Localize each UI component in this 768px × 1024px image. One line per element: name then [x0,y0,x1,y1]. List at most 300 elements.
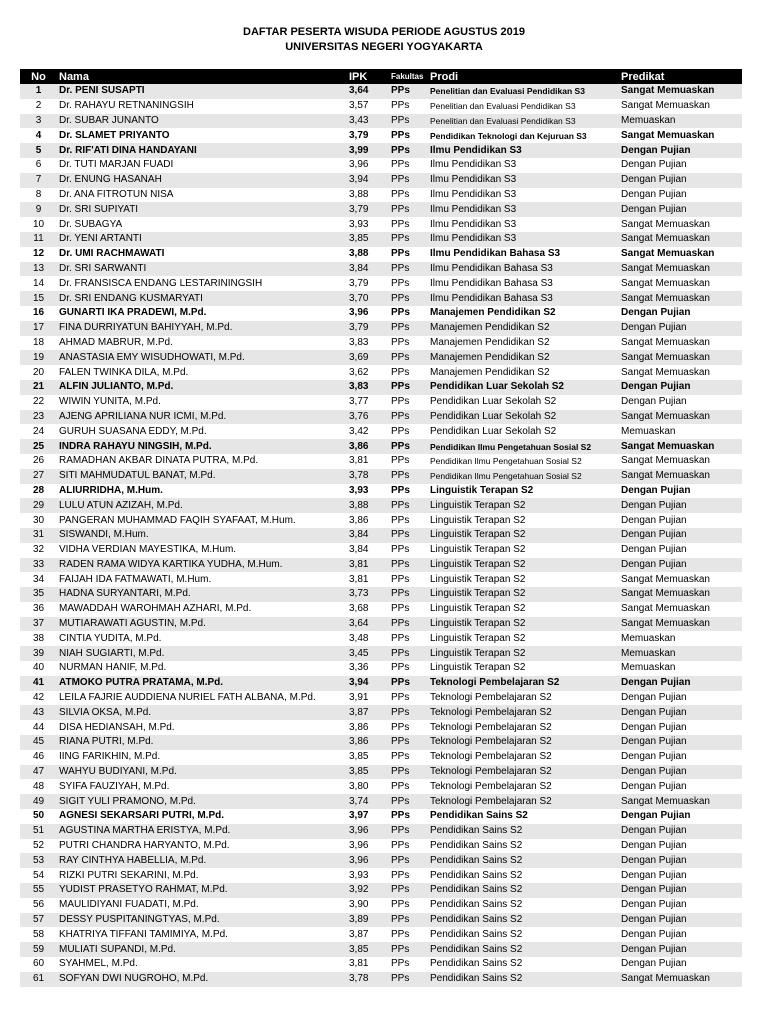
cell-predikat: Dengan Pujian [621,840,687,852]
cell-nama: Dr. UMI RACHMAWATI [59,248,165,260]
cell-nama: Dr. SRI ENDANG KUSMARYATI [57,291,347,306]
cell-no: 41 [20,676,57,691]
table-row [20,765,742,780]
cell-nama: PANGERAN MUHAMMAD FAQIH SYAFAAT, M.Hum. [59,514,296,526]
cell-fakultas: PPs [391,632,410,644]
cell-fakultas: PPs [389,794,428,809]
cell-no: 17 [20,321,57,336]
cell-prodi: Teknologi Pembelajaran S2 [428,765,619,780]
cell-no: 9 [20,202,57,217]
cell-prodi: Pendidikan Sains S2 [428,942,619,957]
cell-fakultas: PPs [391,307,410,319]
table-row [20,883,742,898]
cell-ipk: 3,64 [347,84,389,99]
cell-predikat: Sangat Memuaskan [619,410,742,425]
cell-ipk: 3,93 [349,484,369,496]
cell-prodi: Pendidikan Sains S2 [430,899,523,911]
cell-fakultas: PPs [391,159,410,171]
cell-nama: Dr. TUTI MARJAN FUADI [59,159,174,171]
cell-nama: GUNARTI IKA PRADEWI, M.Pd. [59,307,207,319]
cell-predikat: Memuaskan [619,646,742,661]
cell-fakultas: PPs [389,173,428,188]
cell-no: 8 [35,188,42,200]
cell-prodi: Manajemen Pendidikan S2 [430,307,556,319]
cell-nama: AHMAD MABRUR, M.Pd. [59,336,173,348]
cell-ipk: 3,97 [349,810,369,822]
cell-no: 49 [20,794,57,809]
cell-nama: ALIURRIDHA, M.Hum. [59,484,163,496]
cell-nama: GURUH SUASANA EDDY, M.Pd. [59,425,207,437]
cell-ipk: 3,84 [347,528,389,543]
cell-fakultas: PPs [389,321,428,336]
cell-fakultas: PPs [389,765,428,780]
cell-prodi: Teknologi Pembelajaran S2 [430,780,552,792]
cell-no: 55 [20,883,57,898]
cell-no: 6 [35,159,42,171]
cell-ipk: 3,48 [349,632,369,644]
cell-no: 26 [32,455,45,467]
cell-prodi: Ilmu Pendidikan S3 [428,232,619,247]
cell-prodi: Pendidikan Sains S2 [428,913,619,928]
cell-fakultas: PPs [389,202,428,217]
cell-no: 21 [20,380,57,395]
cell-nama: Dr. SLAMET PRIYANTO [59,129,170,141]
cell-predikat: Dengan Pujian [619,705,742,720]
cell-no: 34 [32,573,45,585]
cell-nama: Dr. SUBAR JUNANTO [57,114,347,129]
cell-fakultas: PPs [389,380,428,395]
cell-prodi: Teknologi Pembelajaran S2 [428,735,619,750]
cell-predikat: Sangat Memuaskan [621,336,710,348]
cell-prodi: Pendidikan Ilmu Pengetahuan Sosial S2 [428,469,619,484]
cell-ipk: 3,87 [349,928,369,940]
cell-ipk: 3,86 [349,514,369,526]
cell-prodi: Pendidikan Ilmu Pengetahuan Sosial S2 [430,456,582,467]
table-row [20,572,742,587]
cell-prodi: Manajemen Pendidikan S2 [430,336,550,348]
cell-no: 57 [20,913,57,928]
cell-fakultas: PPs [389,528,428,543]
cell-nama: MULIATI SUPANDI, M.Pd. [57,942,347,957]
cell-predikat: Sangat Memuaskan [619,972,742,987]
cell-predikat: Dengan Pujian [619,942,742,957]
document-subtitle: UNIVERSITAS NEGERI YOGYAKARTA [285,41,483,53]
table-row [20,898,742,913]
cell-no: 10 [32,218,45,230]
cell-prodi: Ilmu Pendidikan S3 [428,143,619,158]
cell-prodi: Ilmu Pendidikan Bahasa S3 [430,277,553,289]
cell-no: 40 [32,662,45,674]
cell-no: 19 [20,350,57,365]
cell-prodi: Pendidikan Ilmu Pengetahuan Sosial S2 [428,439,619,454]
cell-nama: RAMADHAN AKBAR DINATA PUTRA, M.Pd. [59,455,259,467]
table-row [20,336,742,351]
cell-fakultas: PPs [391,425,410,437]
table-row [20,913,742,928]
cell-nama: RADEN RAMA WIDYA KARTIKA YUDHA, M.Hum. [57,558,347,573]
table-row [20,558,742,573]
cell-nama: MAWADDAH WAROHMAH AZHARI, M.Pd. [59,603,252,615]
cell-prodi: Ilmu Pendidikan Bahasa S3 [428,262,619,277]
cell-no: 44 [32,721,45,733]
cell-fakultas: PPs [391,958,410,970]
cell-predikat: Sangat Memuaskan [619,262,742,277]
cell-ipk: 3,99 [347,143,389,158]
cell-ipk: 3,96 [347,853,389,868]
table-row [20,291,742,306]
table-row [20,602,742,617]
cell-ipk: 3,80 [349,780,369,792]
cell-ipk: 3,78 [347,469,389,484]
cell-fakultas: PPs [391,751,410,763]
cell-ipk: 3,83 [347,380,389,395]
cell-prodi: Ilmu Pendidikan S3 [430,218,517,230]
cell-fakultas: PPs [389,439,428,454]
cell-prodi: Manajemen Pendidikan S2 [428,350,619,365]
cell-prodi: Penelitian dan Evaluasi Pendidikan S3 [428,84,619,99]
cell-predikat: Dengan Pujian [619,883,742,898]
cell-prodi: Pendidikan Sains S2 [430,958,523,970]
cell-prodi: Pendidikan Luar Sekolah S2 [430,425,557,437]
cell-predikat: Dengan Pujian [621,484,691,496]
cell-prodi: Linguistik Terapan S2 [430,632,526,644]
cell-prodi: Penelitian dan Evaluasi Pendidikan S3 [428,114,619,129]
cell-nama: SOFYAN DWI NUGROHO, M.Pd. [57,972,347,987]
cell-predikat: Dengan Pujian [621,188,687,200]
cell-nama: LULU ATUN AZIZAH, M.Pd. [57,498,347,513]
cell-prodi: Manajemen Pendidikan S2 [428,321,619,336]
cell-fakultas: PPs [391,129,410,141]
cell-predikat: Sangat Memuaskan [621,100,710,112]
cell-prodi: Ilmu Pendidikan S3 [428,173,619,188]
cell-prodi: Ilmu Pendidikan Bahasa S3 [430,248,561,260]
cell-ipk: 3,78 [347,972,389,987]
cell-ipk: 3,69 [347,350,389,365]
cell-ipk: 3,81 [349,573,369,585]
table-row [20,276,742,291]
cell-no: 27 [20,469,57,484]
cell-nama: Dr. ANA FITROTUN NISA [59,188,174,200]
cell-fakultas: PPs [391,484,410,496]
cell-fakultas: PPs [391,514,410,526]
cell-nama: RIANA PUTRI, M.Pd. [57,735,347,750]
cell-ipk: 3,42 [349,425,369,437]
cell-fakultas: PPs [391,780,410,792]
table-row [20,188,742,203]
cell-nama: Dr. SRI SARWANTI [57,262,347,277]
cell-predikat: Dengan Pujian [619,321,742,336]
cell-no: 56 [32,899,45,911]
cell-no: 33 [20,558,57,573]
cell-prodi: Teknologi Pembelajaran S2 [430,751,552,763]
cell-predikat: Sangat Memuaskan [619,617,742,632]
cell-predikat: Dengan Pujian [621,751,687,763]
cell-fakultas: PPs [389,705,428,720]
cell-no: 60 [32,958,45,970]
cell-predikat: Sangat Memuaskan [621,366,710,378]
table-row [20,158,742,173]
cell-prodi: Teknologi Pembelajaran S2 [428,676,619,691]
cell-nama: DISA HEDIANSAH, M.Pd. [59,721,175,733]
cell-prodi: Pendidikan Sains S2 [430,810,528,822]
cell-predikat: Dengan Pujian [619,913,742,928]
cell-predikat: Sangat Memuaskan [619,794,742,809]
cell-nama: YUDIST PRASETYO RAHMAT, M.Pd. [57,883,347,898]
cell-ipk: 3,86 [347,439,389,454]
table-row [20,350,742,365]
cell-ipk: 3,92 [347,883,389,898]
cell-prodi: Pendidikan Sains S2 [428,883,619,898]
table-row [20,735,742,750]
cell-fakultas: PPs [389,291,428,306]
cell-ipk: 3,96 [349,840,369,852]
header-nama: Nama [57,69,347,84]
cell-prodi: Pendidikan Sains S2 [428,972,619,987]
cell-fakultas: PPs [389,913,428,928]
cell-prodi: Linguistik Terapan S2 [428,617,619,632]
cell-nama: FINA DURRIYATUN BAHIYYAH, M.Pd. [57,321,347,336]
cell-nama: Dr. FRANSISCA ENDANG LESTARININGSIH [59,277,263,289]
cell-ipk: 3,85 [347,942,389,957]
cell-ipk: 3,85 [347,232,389,247]
header-ipk: IPK [347,69,389,84]
table-row [20,957,742,972]
cell-no: 16 [32,307,45,319]
cell-fakultas: PPs [391,218,410,230]
cell-fakultas: PPs [389,883,428,898]
cell-predikat: Dengan Pujian [621,544,687,556]
cell-nama: SYIFA FAUZIYAH, M.Pd. [59,780,170,792]
table-row [20,439,742,454]
cell-nama: KHATRIYA TIFFANI TAMIMIYA, M.Pd. [59,928,228,940]
cell-nama: SIGIT YULI PRAMONO, M.Pd. [57,794,347,809]
table-row [20,84,742,99]
table-row [20,232,742,247]
table-row [20,484,742,499]
cell-predikat: Dengan Pujian [619,853,742,868]
table-row [20,306,742,321]
cell-predikat: Dengan Pujian [619,558,742,573]
cell-ipk: 3,70 [347,291,389,306]
cell-predikat: Sangat Memuaskan [621,573,710,585]
cell-fakultas: PPs [389,676,428,691]
cell-no: 54 [32,869,45,881]
cell-no: 12 [32,248,45,260]
table-row [20,365,742,380]
cell-fakultas: PPs [391,899,410,911]
cell-nama: NIAH SUGIARTI, M.Pd. [57,646,347,661]
cell-nama: AGNESI SEKARSARI PUTRI, M.Pd. [59,810,225,822]
cell-prodi: Ilmu Pendidikan S3 [428,202,619,217]
table-row [20,720,742,735]
cell-prodi: Ilmu Pendidikan S3 [430,159,517,171]
cell-predikat: Sangat Memuaskan [619,587,742,602]
cell-ipk: 3,87 [347,705,389,720]
table-row [20,454,742,469]
table-row [20,128,742,143]
cell-predikat: Sangat Memuaskan [621,248,715,260]
cell-prodi: Teknologi Pembelajaran S2 [430,721,552,733]
table-row [20,661,742,676]
cell-predikat: Dengan Pujian [619,735,742,750]
cell-no: 29 [20,498,57,513]
cell-nama: CINTIA YUDITA, M.Pd. [59,632,162,644]
cell-nama: DESSY PUSPITANINGTYAS, M.Pd. [57,913,347,928]
cell-prodi: Linguistik Terapan S2 [430,603,526,615]
cell-no: 25 [20,439,57,454]
cell-nama: INDRA RAHAYU NINGSIH, M.Pd. [57,439,347,454]
cell-predikat: Dengan Pujian [621,514,687,526]
cell-ipk: 3,89 [347,913,389,928]
cell-prodi: Pendidikan Luar Sekolah S2 [430,396,557,408]
cell-fakultas: PPs [391,544,410,556]
cell-nama: LEILA FAJRIE AUDDIENA NURIEL FATH ALBANA, M.Pd. [59,692,316,704]
table-row [20,114,742,129]
cell-ipk: 3,86 [347,735,389,750]
cell-ipk: 3,64 [347,617,389,632]
header-prodi: Prodi [428,69,619,84]
cell-predikat: Dengan Pujian [621,396,687,408]
cell-ipk: 3,62 [349,366,369,378]
cell-prodi: Linguistik Terapan S2 [430,514,526,526]
cell-fakultas: PPs [391,455,410,467]
cell-no: 5 [20,143,57,158]
cell-ipk: 3,74 [347,794,389,809]
table-row [20,824,742,839]
table-row [20,217,742,232]
cell-no: 7 [20,173,57,188]
cell-prodi: Penelitian dan Evaluasi Pendidikan S3 [430,101,576,112]
table-row [20,691,742,706]
cell-nama: ATMOKO PUTRA PRATAMA, M.Pd. [57,676,347,691]
cell-prodi: Pendidikan Sains S2 [430,869,523,881]
cell-nama: HADNA SURYANTARI, M.Pd. [57,587,347,602]
cell-ipk: 3,91 [349,692,369,704]
cell-fakultas: PPs [391,928,410,940]
cell-prodi: Linguistik Terapan S2 [430,544,526,556]
cell-prodi: Linguistik Terapan S2 [430,484,534,496]
table-row [20,513,742,528]
cell-nama: SYAHMEL, M.Pd. [59,958,138,970]
table-row [20,99,742,114]
table-row [20,705,742,720]
cell-no: 42 [32,692,45,704]
cell-fakultas: PPs [389,469,428,484]
cell-predikat: Dengan Pujian [619,202,742,217]
cell-ipk: 3,94 [347,173,389,188]
cell-predikat: Sangat Memuaskan [619,439,742,454]
header-predikat: Predikat [619,69,742,84]
graduates-table [20,69,742,987]
cell-predikat: Dengan Pujian [619,528,742,543]
cell-predikat: Dengan Pujian [621,928,687,940]
cell-nama: RAY CINTHYA HABELLIA, M.Pd. [57,853,347,868]
cell-predikat: Dengan Pujian [619,143,742,158]
cell-ipk: 3,77 [349,396,369,408]
cell-fakultas: PPs [389,84,428,99]
table-row [20,794,742,809]
cell-ipk: 3,79 [347,321,389,336]
cell-prodi: Linguistik Terapan S2 [428,587,619,602]
cell-ipk: 3,73 [347,587,389,602]
cell-nama: FAIJAH IDA FATMAWATI, M.Hum. [59,573,212,585]
cell-no: 2 [35,100,42,112]
cell-predikat: Memuaskan [621,662,676,674]
cell-prodi: Linguistik Terapan S2 [430,662,526,674]
cell-ipk: 3,88 [349,188,369,200]
cell-predikat: Dengan Pujian [621,869,687,881]
cell-prodi: Teknologi Pembelajaran S2 [430,692,552,704]
cell-fakultas: PPs [389,942,428,957]
cell-nama: MUTIARAWATI AGUSTIN, M.Pd. [57,617,347,632]
table-row [20,202,742,217]
cell-no: 1 [20,84,57,99]
cell-prodi: Ilmu Pendidikan S3 [430,188,517,200]
cell-fakultas: PPs [391,692,410,704]
cell-fakultas: PPs [389,558,428,573]
cell-fakultas: PPs [391,662,410,674]
cell-fakultas: PPs [391,840,410,852]
table-row [20,972,742,987]
cell-predikat: Dengan Pujian [619,498,742,513]
cell-no: 28 [32,484,45,496]
cell-no: 13 [20,262,57,277]
cell-ipk: 3,88 [349,248,369,260]
cell-fakultas: PPs [389,498,428,513]
table-row [20,469,742,484]
cell-no: 46 [32,751,45,763]
cell-prodi: Pendidikan Sains S2 [430,928,523,940]
cell-ipk: 3,96 [349,307,369,319]
cell-no: 53 [20,853,57,868]
cell-no: 31 [20,528,57,543]
cell-no: 3 [20,114,57,129]
cell-no: 51 [20,824,57,839]
cell-nama: IING FARIKHIN, M.Pd. [59,751,161,763]
cell-no: 32 [32,544,45,556]
cell-predikat: Dengan Pujian [621,958,687,970]
cell-predikat: Sangat Memuaskan [621,277,710,289]
cell-fakultas: PPs [391,869,410,881]
cell-ipk: 3,45 [347,646,389,661]
cell-prodi: Pendidikan Teknologi dan Kejuruan S3 [430,130,587,141]
cell-no: 18 [32,336,45,348]
cell-fakultas: PPs [391,603,410,615]
header-fakultas: Fakultas [389,69,428,84]
cell-nama: WAHYU BUDIYANI, M.Pd. [57,765,347,780]
cell-ipk: 3,79 [347,202,389,217]
cell-prodi: Manajemen Pendidikan S2 [430,366,550,378]
cell-predikat: Dengan Pujian [621,899,687,911]
cell-fakultas: PPs [389,143,428,158]
cell-predikat: Dengan Pujian [619,765,742,780]
cell-predikat: Sangat Memuaskan [621,455,710,467]
cell-nama: Dr. SRI SUPIYATI [57,202,347,217]
cell-ipk: 3,93 [349,218,369,230]
table-row [20,927,742,942]
cell-predikat: Sangat Memuaskan [619,84,742,99]
table-row [20,410,742,425]
cell-ipk: 3,76 [347,410,389,425]
table-row [20,528,742,543]
cell-ipk: 3,79 [349,129,369,141]
cell-ipk: 3,93 [349,869,369,881]
cell-predikat: Sangat Memuaskan [619,232,742,247]
cell-ipk: 3,94 [347,676,389,691]
cell-predikat: Dengan Pujian [621,307,691,319]
cell-ipk: 3,84 [349,544,369,556]
table-row [20,143,742,158]
